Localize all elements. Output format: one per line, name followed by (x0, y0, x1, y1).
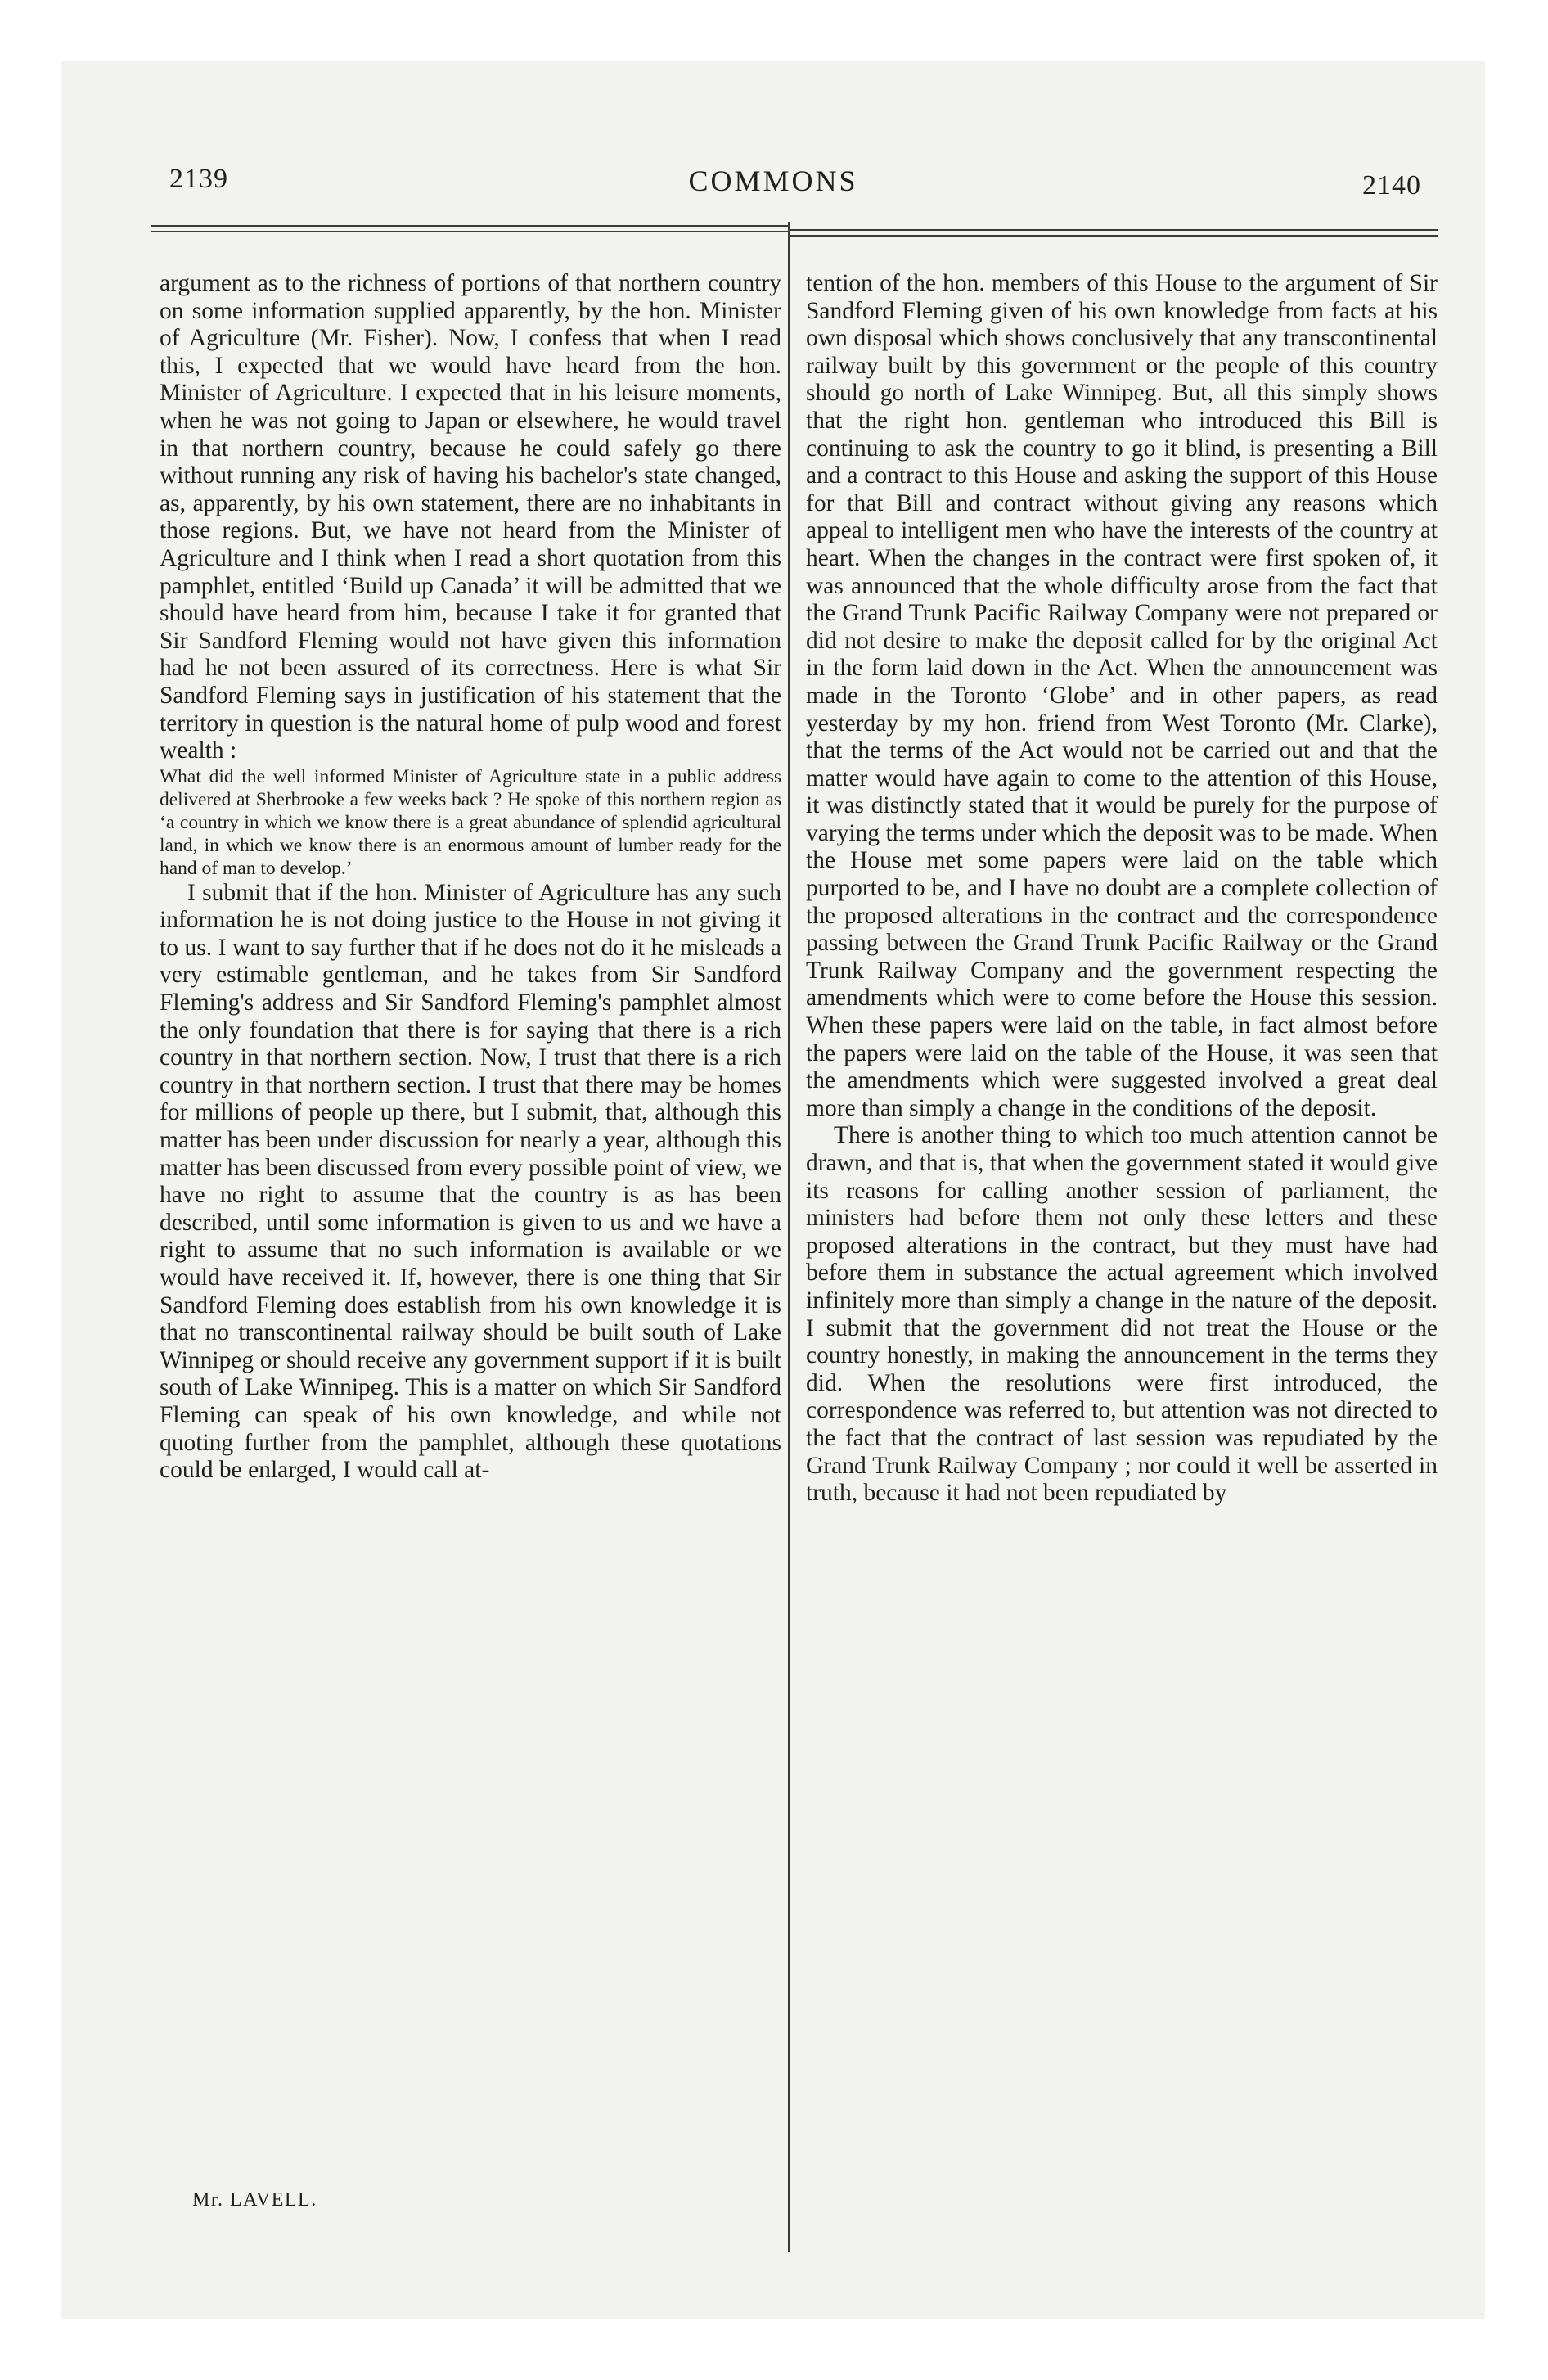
running-title: COMMONS (688, 165, 858, 197)
left-column (160, 270, 781, 1485)
left-paragraph-2: I submit that if the hon. Minister of Agriculture has any such information he is not doing justice to the House in not giving it to us. I want to say further that if he does not do it he misleads a very estimable gentleman, and he takes from Sir Sandford Fleming's address and Sir Sandford Fleming's pamphlet almost the only foundation that there is for saying that there is a rich country in that northern section. Now, I trust that there is a rich country in that northern section. I trust that there may be homes for millions of people up there, but I submit, that, although this matter has been under discussion for nearly a year, although this matter has been discussed from every possible point of view, we have no right to assume that the country is as has been described, until some information is given to us and we have a right to assume that no such information is available or we would have received it. If, however, there is one thing that Sir Sandford Fleming does establish from his own knowledge it is that no transcontinental railway should be built south of Lake Winnipeg or should receive any government support if it is built south of Lake Winnipeg. This is a matter on which Sir Sandford Fleming can speak of his own knowledge, and while not quoting further from the pamphlet, although these quotations could be enlarged, I would call at- (160, 879, 781, 1484)
right-paragraph-1: tention of the hon. members of this House to the argument of Sir Sandford Fleming given of his own knowledge from facts at his own disposal which shows conclusively that any transcontinental railway built by this government or the people of this country should go north of Lake Winnipeg. But, all this simply shows that the right hon. gentleman who introduced this Bill is continuing to ask the country to go it blind, is presenting a Bill and a contract to this House and asking the support of this House for that Bill and contract without giving any reasons which appeal to intelligent men who have the interests of the country at heart. When the changes in the contract were first spoken of, it was announced that the whole difficulty arose from the fact that the Grand Trunk Pacific Railway Company were not prepared or did not desire to make the deposit called for by the original Act in the form laid down in the Act. When the announcement was made in the Toronto ‘Globe’ and in other papers, as read yesterday by my hon. friend from West Toronto (Mr. Clarke), that the terms of the Act would not be carried out and that the matter would have again to come to the attention of this House, it was distinctly stated that it would be purely for the purpose of varying the terms under which the deposit was to be made. When the House met some papers were laid on the table which purported to be, and I have no doubt are a complete collection of the proposed alterations in the contract and the correspondence passing between the Grand Trunk Pacific Railway or the Grand Trunk Railway Company and the government respecting the amendments which were to come before the House this session. When these papers were laid on the table, in fact almost before the papers were laid on the table of the House, it was seen that the amendments which were suggested involved a great deal more than simply a change in the conditions of the deposit. (806, 270, 1438, 1121)
page-number-right: 2140 (1362, 170, 1421, 201)
right-paragraph-2: There is another thing to which too much attention cannot be drawn, and that is, that when the government stated it would give its reasons for calling another session of parliament, the ministers had before them not only these letters and these proposed alterations in the contract, but they must have had before them in substance the actual agreement which involved infinitely more than simply a change in the nature of the deposit. I submit that the government did not treat the House or the country honestly, in making the announcement in the terms they did. When the resolutions were first introduced, the correspondence was referred to, but attention was not directed to the fact that the contract of last session was repudiated by the Grand Trunk Railway Company ; nor could it well be asserted in truth, because it had not been repudiated by (806, 1122, 1438, 1507)
header-rule-right-bottom (790, 235, 1438, 237)
header-rule-left-top (151, 225, 790, 227)
block-quote: What did the well informed Minister of Agriculture state in a public address delivered at Sherbrooke a few weeks back ? He spoke of this northern region as ‘a country in which we know there is a great abundance of splendid agricultural land, in which we know there is an enormous amount of lumber ready for the hand of man to develop.’ (160, 765, 781, 879)
right-column (806, 270, 1438, 1508)
page-header (61, 164, 1485, 213)
page-number-left: 2139 (169, 164, 228, 194)
speaker-name: Mr. LAVELL. (192, 2189, 317, 2211)
header-rule-left-bottom (151, 231, 790, 232)
page-sheet (61, 61, 1485, 2319)
header-rule-right-top (790, 229, 1438, 231)
left-paragraph-1: argument as to the richness of portions of that northern country on some information supplied apparently, by the hon. Minister of Agriculture (Mr. Fisher). Now, I confess that when I read this, I expected that we would have heard from the hon. Minister of Agriculture. I expected that in his leisure moments, when he was not going to Japan or elsewhere, he would travel in that northern country, because he could safely go there without running any risk of having his bachelor's state changed, as, apparently, by his own statement, there are no inhabitants in those regions. But, we have not heard from the Minister of Agriculture and I think when I read a short quotation from this pamphlet, entitled ‘Build up Canada’ it will be admitted that we should have heard from him, because I take it for granted that Sir Sandford Fleming would not have given this information had he not been assured of its correctness. Here is what Sir Sandford Fleming says in justification of his statement that the territory in question is the natural home of pulp wood and forest wealth : (160, 270, 781, 764)
column-divider (788, 222, 790, 2252)
